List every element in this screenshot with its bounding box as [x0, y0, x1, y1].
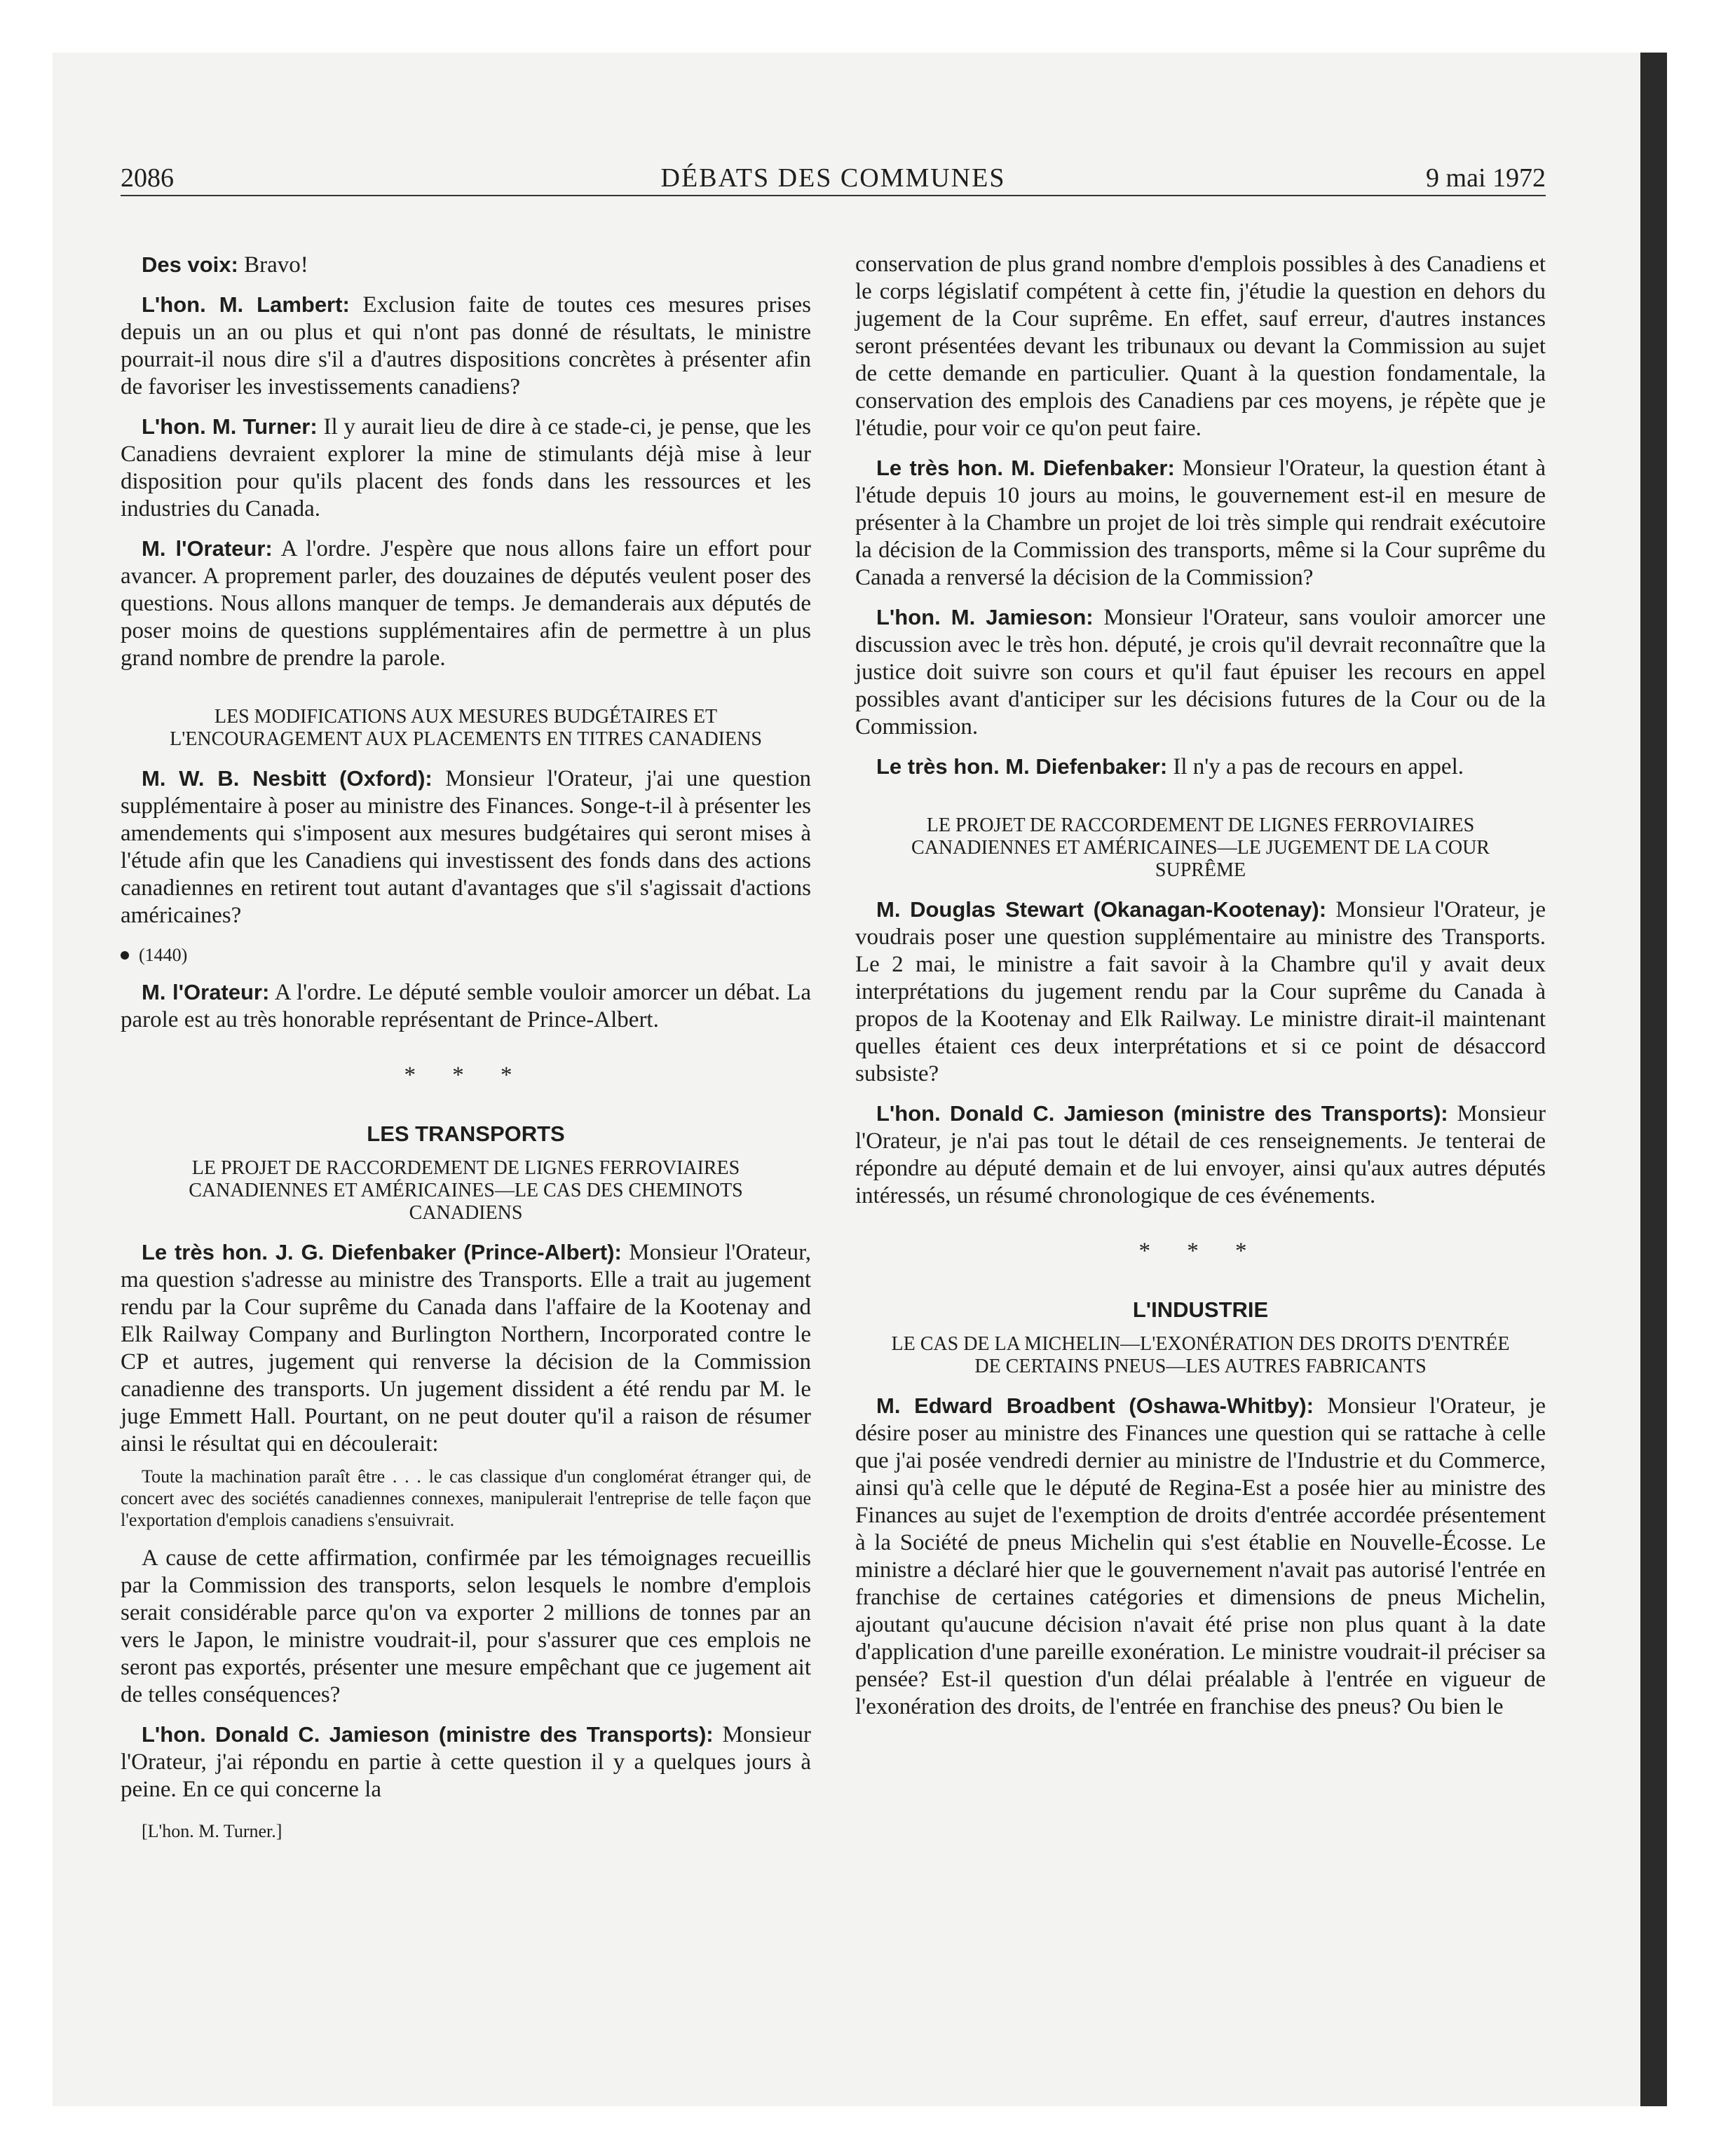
- speaker-name: L'hon. M. Jamieson:: [876, 605, 1094, 629]
- speech-text: A cause de cette affirmation, confirmée par les témoignages recueillis par la Commission des transports, selon lesquels le nombre d'emplois serait considérable parce qu'on va exporter 2 millions de tonnes par an vers le Japon, le ministre voudrait-il, pour s'assurer que ces emplois ne seront pas exportés, présenter une mesure empêchant que ce jugement ait de telles conséquences?: [121, 1546, 811, 1707]
- speech-text: conservation de plus grand nombre d'emplois possibles à des Canadiens et le corps législatif compétent à cette fin, j'étudie la question en dehors du jugement de la Cour suprême. En effet, sauf erreur, d'autres instances seront présentées devant les tribunaux ou devant la Commission au sujet de cette demande en particulier. Quant à la question fondamentale, la conservation des emplois des Canadiens par ces moyens, je répète que je l'étudie, pour voir ce qu'on peut faire.: [855, 252, 1546, 441]
- paragraph: [121, 1239, 811, 1458]
- page-date: 9 mai 1972: [1426, 163, 1546, 193]
- speaker-name: L'hon. M. Turner:: [142, 414, 318, 439]
- speaker-name: Le très hon. M. Diefenbaker:: [876, 456, 1175, 480]
- paragraph: [121, 291, 811, 401]
- paragraph: [121, 413, 811, 523]
- paragraph: [855, 753, 1546, 781]
- paragraph: [855, 1100, 1546, 1210]
- speech-text: A l'ordre. Le député semble vouloir amorcer un débat. La parole est au très honorable représentant de Prince-Albert.: [121, 980, 811, 1032]
- footnote: [L'hon. M. Turner.]: [142, 1821, 283, 1841]
- speaker-name: M. W. B. Nesbitt (Oxford):: [142, 766, 433, 791]
- speech-text: Exclusion faite de toutes ces mesures prises depuis un an ou plus et qui n'ont pas donné de résultats, le ministre pourrait-il nous dire s'il a d'autres dispositions concrètes à présenter afin de favoriser les investissements canadiens?: [121, 292, 811, 400]
- speech-text: Monsieur l'Orateur, je voudrais poser une question supplémentaire au ministre des Transports. Le 2 mai, le ministre a fait savoir à la Chambre qu'il y avait deux interprétations du jugement rendu par la Cour suprême du Canada à propos de la Kootenay and Elk Railway. Le ministre dirait-il maintenant quelles étaient ces deux interprétations et si ce point de désaccord subsiste?: [855, 897, 1546, 1086]
- block-quote: Toute la machination paraît être . . . le cas classique d'un conglomérat étranger qui, de concert avec des sociétés canadiennes connexes, manipulerait l'entreprise de telle façon que l'exportation d'emplois canadiens s'ensuivrait.: [121, 1466, 811, 1530]
- time-marker-text: (1440): [139, 945, 188, 965]
- speech-text: Il y aurait lieu de dire à ce stade-ci, je pense, que les Canadiens devraient explorer la mine de stimulants déjà mise à leur disposition pour qu'ils placent des fonds dans les ressources et les industries du Canada.: [121, 414, 811, 521]
- section-heading: LES MODIFICATIONS AUX MESURES BUDGÉTAIRES ET L'ENCOURAGEMENT AUX PLACEMENTS EN TITRES CANADIENS: [170, 706, 762, 750]
- section-heading: LE PROJET DE RACCORDEMENT DE LIGNES FERROVIAIRES CANADIENNES ET AMÉRICAINES—LE JUGEMENT DE LA COUR SUPRÊME: [911, 814, 1490, 881]
- speaker-name: Le très hon. M. Diefenbaker:: [876, 754, 1168, 779]
- publication-title: DÉBATS DES COMMUNES: [660, 163, 1006, 193]
- paragraph: [121, 765, 811, 929]
- speaker-name: M. l'Orateur:: [142, 980, 270, 1004]
- paragraph: [121, 978, 811, 1034]
- speech-text: Monsieur l'Orateur, sans vouloir amorcer une discussion avec le très hon. député, je crois qu'il devrait reconnaître que la justice doit suivre son cours et qu'il faut épuiser les recours en appel possibles avant d'anticiper sur les décisions futures de la Cour ou de la Commission.: [855, 605, 1546, 739]
- speech-text: Monsieur l'Orateur, je désire poser au ministre des Finances une question qui se rattache à celle que j'ai posée vendredi dernier au ministre de l'Industrie et du Commerce, ainsi qu'à celle que le député de Regina-Est a posée hier au ministre des Finances au sujet de l'exemption de droits d'entrée accordée présentement à la Société de pneus Michelin qui s'est établie en Nouvelle-Écosse. Le ministre a déclaré hier que le gouvernement n'avait pas autorisé l'entrée en franchise de certaines catégories et dimensions de pneus Michelin, ajoutant qu'aucune décision n'avait été prise non plus quant à la date d'application d'une pareille exonération. Le ministre voudrait-il préciser sa pensée? Est-il question d'un délai préalable à l'entrée en vigueur de l'exonération des droits, de l'entrée en franchise des pneus? Ou bien le: [855, 1393, 1546, 1719]
- speech-text: Il n'y a pas de recours en appel.: [1167, 754, 1464, 779]
- paragraph: [855, 1392, 1546, 1721]
- speech-text: Bravo!: [238, 252, 308, 278]
- speech-text: A l'ordre. J'espère que nous allons faire un effort pour avancer. A proprement parler, des douzaines de députés veulent poser des questions. Nous allons manquer de temps. Je demanderais aux députés de poser moins de questions supplémentaires afin de permettre à un plus grand nombre de prendre la parole.: [121, 536, 811, 671]
- speech-text: Monsieur l'Orateur, je n'ai pas tout le détail de ces renseignements. Je tenterai de répondre au député demain et de lui envoyer, ainsi qu'aux autres députés intéressés, un résumé chronologique de ces événements.: [855, 1101, 1546, 1208]
- speaker-name: Des voix:: [142, 252, 238, 277]
- section-divider: * * *: [404, 1063, 528, 1088]
- page-number: 2086: [121, 163, 174, 193]
- speech-text: Monsieur l'Orateur, j'ai répondu en partie à cette question il y a quelques jours à peine. En ce qui concerne la: [121, 1722, 811, 1802]
- paragraph: [855, 603, 1546, 741]
- paragraph: [121, 1721, 811, 1803]
- speaker-name: M. Edward Broadbent (Oshawa-Whitby):: [876, 1393, 1314, 1418]
- page-header: [121, 160, 1546, 196]
- paragraph: [121, 535, 811, 672]
- right-column: [855, 251, 1546, 1733]
- time-marker: [121, 941, 811, 969]
- bullet-icon: [121, 951, 129, 960]
- section-divider: * * *: [1138, 1239, 1263, 1264]
- speaker-name: M. l'Orateur:: [142, 536, 273, 561]
- section-heading: LE PROJET DE RACCORDEMENT DE LIGNES FERROVIAIRES CANADIENNES ET AMÉRICAINES—LE CAS DES CHEMINOTS CANADIENS: [189, 1157, 743, 1224]
- paragraph: [121, 251, 811, 279]
- speech-text: Monsieur l'Orateur, j'ai une question supplémentaire à poser au ministre des Finances. Songe-t-il à présenter les amendements qui s'imposent aux mesures budgétaires qui seront mises à l'étude afin que les Canadiens qui investissent des fonds dans des actions canadiennes en retirent tout autant d'avantages que s'il s'agissait d'actions américaines?: [121, 766, 811, 928]
- speaker-name: M. Douglas Stewart (Okanagan-Kootenay):: [876, 897, 1327, 922]
- header-rule: [121, 195, 1546, 196]
- subject-heading: L'INDUSTRIE: [1132, 1297, 1269, 1322]
- scan-edge-shadow: [1640, 53, 1667, 2106]
- speaker-name: L'hon. M. Lambert:: [142, 292, 350, 317]
- speaker-name: L'hon. Donald C. Jamieson (ministre des Transports):: [142, 1722, 714, 1747]
- paragraph: [855, 454, 1546, 592]
- section-heading: LE CAS DE LA MICHELIN—L'EXONÉRATION DES DROITS D'ENTRÉE DE CERTAINS PNEUS—LES AUTRES FABRICANTS: [891, 1333, 1510, 1377]
- paragraph: [855, 896, 1546, 1088]
- paragraph: [121, 1545, 811, 1709]
- speaker-name: Le très hon. J. G. Diefenbaker (Prince-Albert):: [142, 1240, 622, 1264]
- subject-heading: LES TRANSPORTS: [367, 1121, 565, 1146]
- speech-text: Monsieur l'Orateur, la question étant à l'étude depuis 10 jours au moins, le gouvernement est-il en mesure de présenter à la Chambre un projet de loi très simple qui rendrait exécutoire la décision de la Commission des transports, même si la Cour suprême du Canada a renversé la décision de la Commission?: [855, 456, 1546, 590]
- speaker-name: L'hon. Donald C. Jamieson (ministre des Transports):: [876, 1101, 1448, 1126]
- left-column: [121, 251, 811, 1845]
- paragraph: [855, 251, 1546, 442]
- speech-text: Monsieur l'Orateur, ma question s'adresse au ministre des Transports. Elle a trait au jugement rendu par la Cour suprême du Canada dans l'affaire de la Kootenay and Elk Railway Company and Burlington Northern, Incorporated contre le CP et autres, jugement qui renverse la décision de la Commission canadienne des transports. Un jugement dissident a été rendu par M. le juge Emmett Hall. Pourtant, on ne peut douter qu'il a raison de résumer ainsi le résultat qui en découlerait:: [121, 1240, 811, 1456]
